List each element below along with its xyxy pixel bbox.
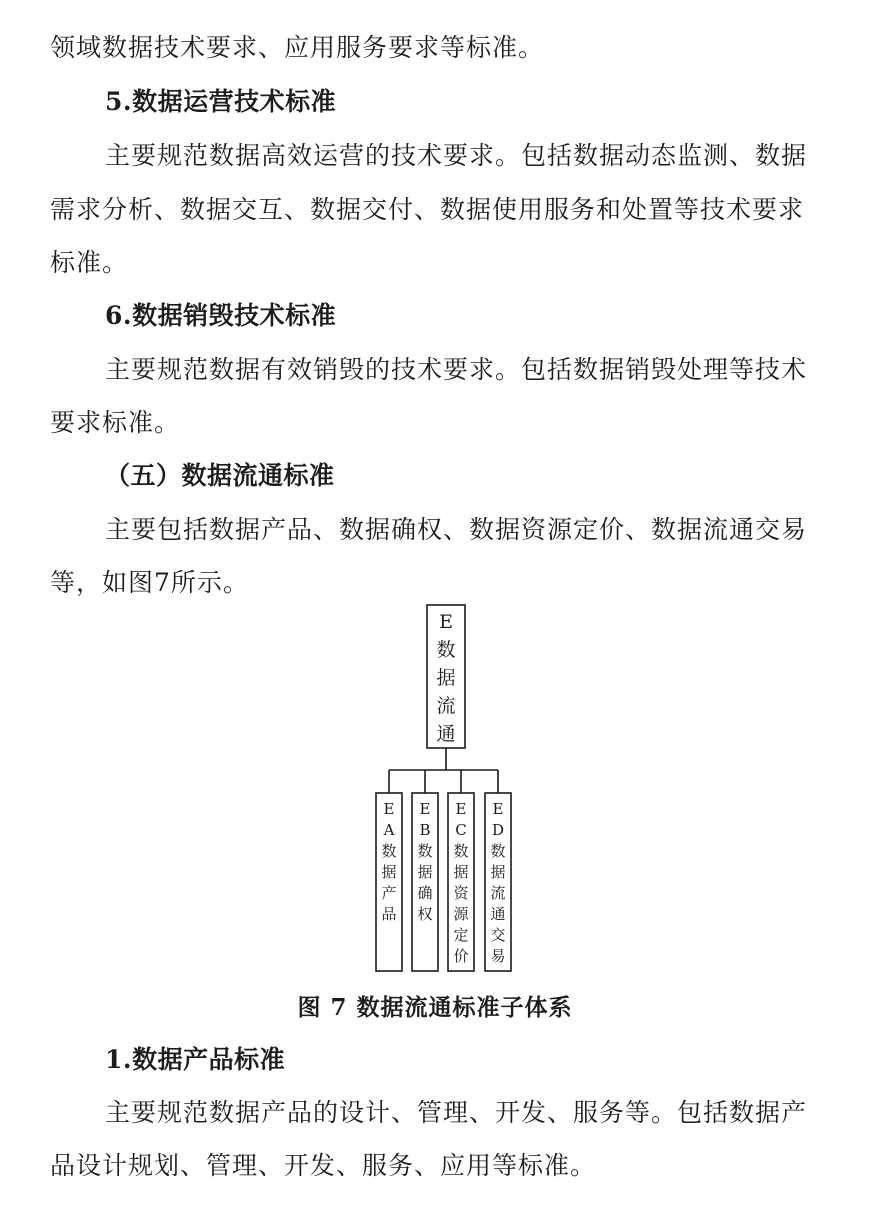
diagram-child-box: [448, 793, 474, 971]
paragraph-line: 等，如图7所示。: [50, 568, 249, 597]
diagram-child-label: E C 数据资源定价: [453, 800, 469, 965]
diagram-root-label: E 数据流通: [436, 611, 456, 745]
data-circulation-diagram: [360, 600, 530, 975]
diagram-child-label: E D 数据流通交易: [490, 800, 506, 965]
diagram-child-box: [376, 793, 402, 971]
paragraph-line: 主要规范数据高效运营的技术要求。包括数据动态监测、数据: [105, 141, 808, 170]
paragraph-line: 品设计规划、管理、开发、服务、应用等标准。: [50, 1151, 597, 1180]
section-heading-data-operation: 5.数据运营技术标准: [105, 87, 337, 116]
paragraph-line: 要求标准。: [50, 408, 181, 437]
paragraph-line: 主要规范数据有效销毁的技术要求。包括数据销毁处理等技术: [105, 355, 808, 384]
diagram-child-label: E A 数据产品: [381, 800, 397, 923]
section-heading-data-circulation: （五）数据流通标准: [105, 461, 335, 490]
diagram-child-label: E B 数据确权: [417, 800, 433, 923]
paragraph-line: 领域数据技术要求、应用服务要求等标准。: [50, 33, 545, 62]
paragraph-line: 主要包括数据产品、数据确权、数据资源定价、数据流通交易: [105, 515, 808, 544]
section-heading-data-product: 1.数据产品标准: [105, 1045, 286, 1074]
paragraph-line: 主要规范数据产品的设计、管理、开发、服务等。包括数据产: [105, 1098, 808, 1127]
paragraph-line: 标准。: [50, 248, 129, 277]
diagram-child-box: [485, 793, 511, 971]
diagram-child-box: [412, 793, 438, 971]
figure-caption: 图 7 数据流通标准子体系: [297, 994, 573, 1021]
paragraph-line: 需求分析、数据交互、数据交付、数据使用服务和处置等技术要求: [50, 195, 805, 224]
section-heading-data-destruction: 6.数据销毁技术标准: [105, 301, 337, 330]
